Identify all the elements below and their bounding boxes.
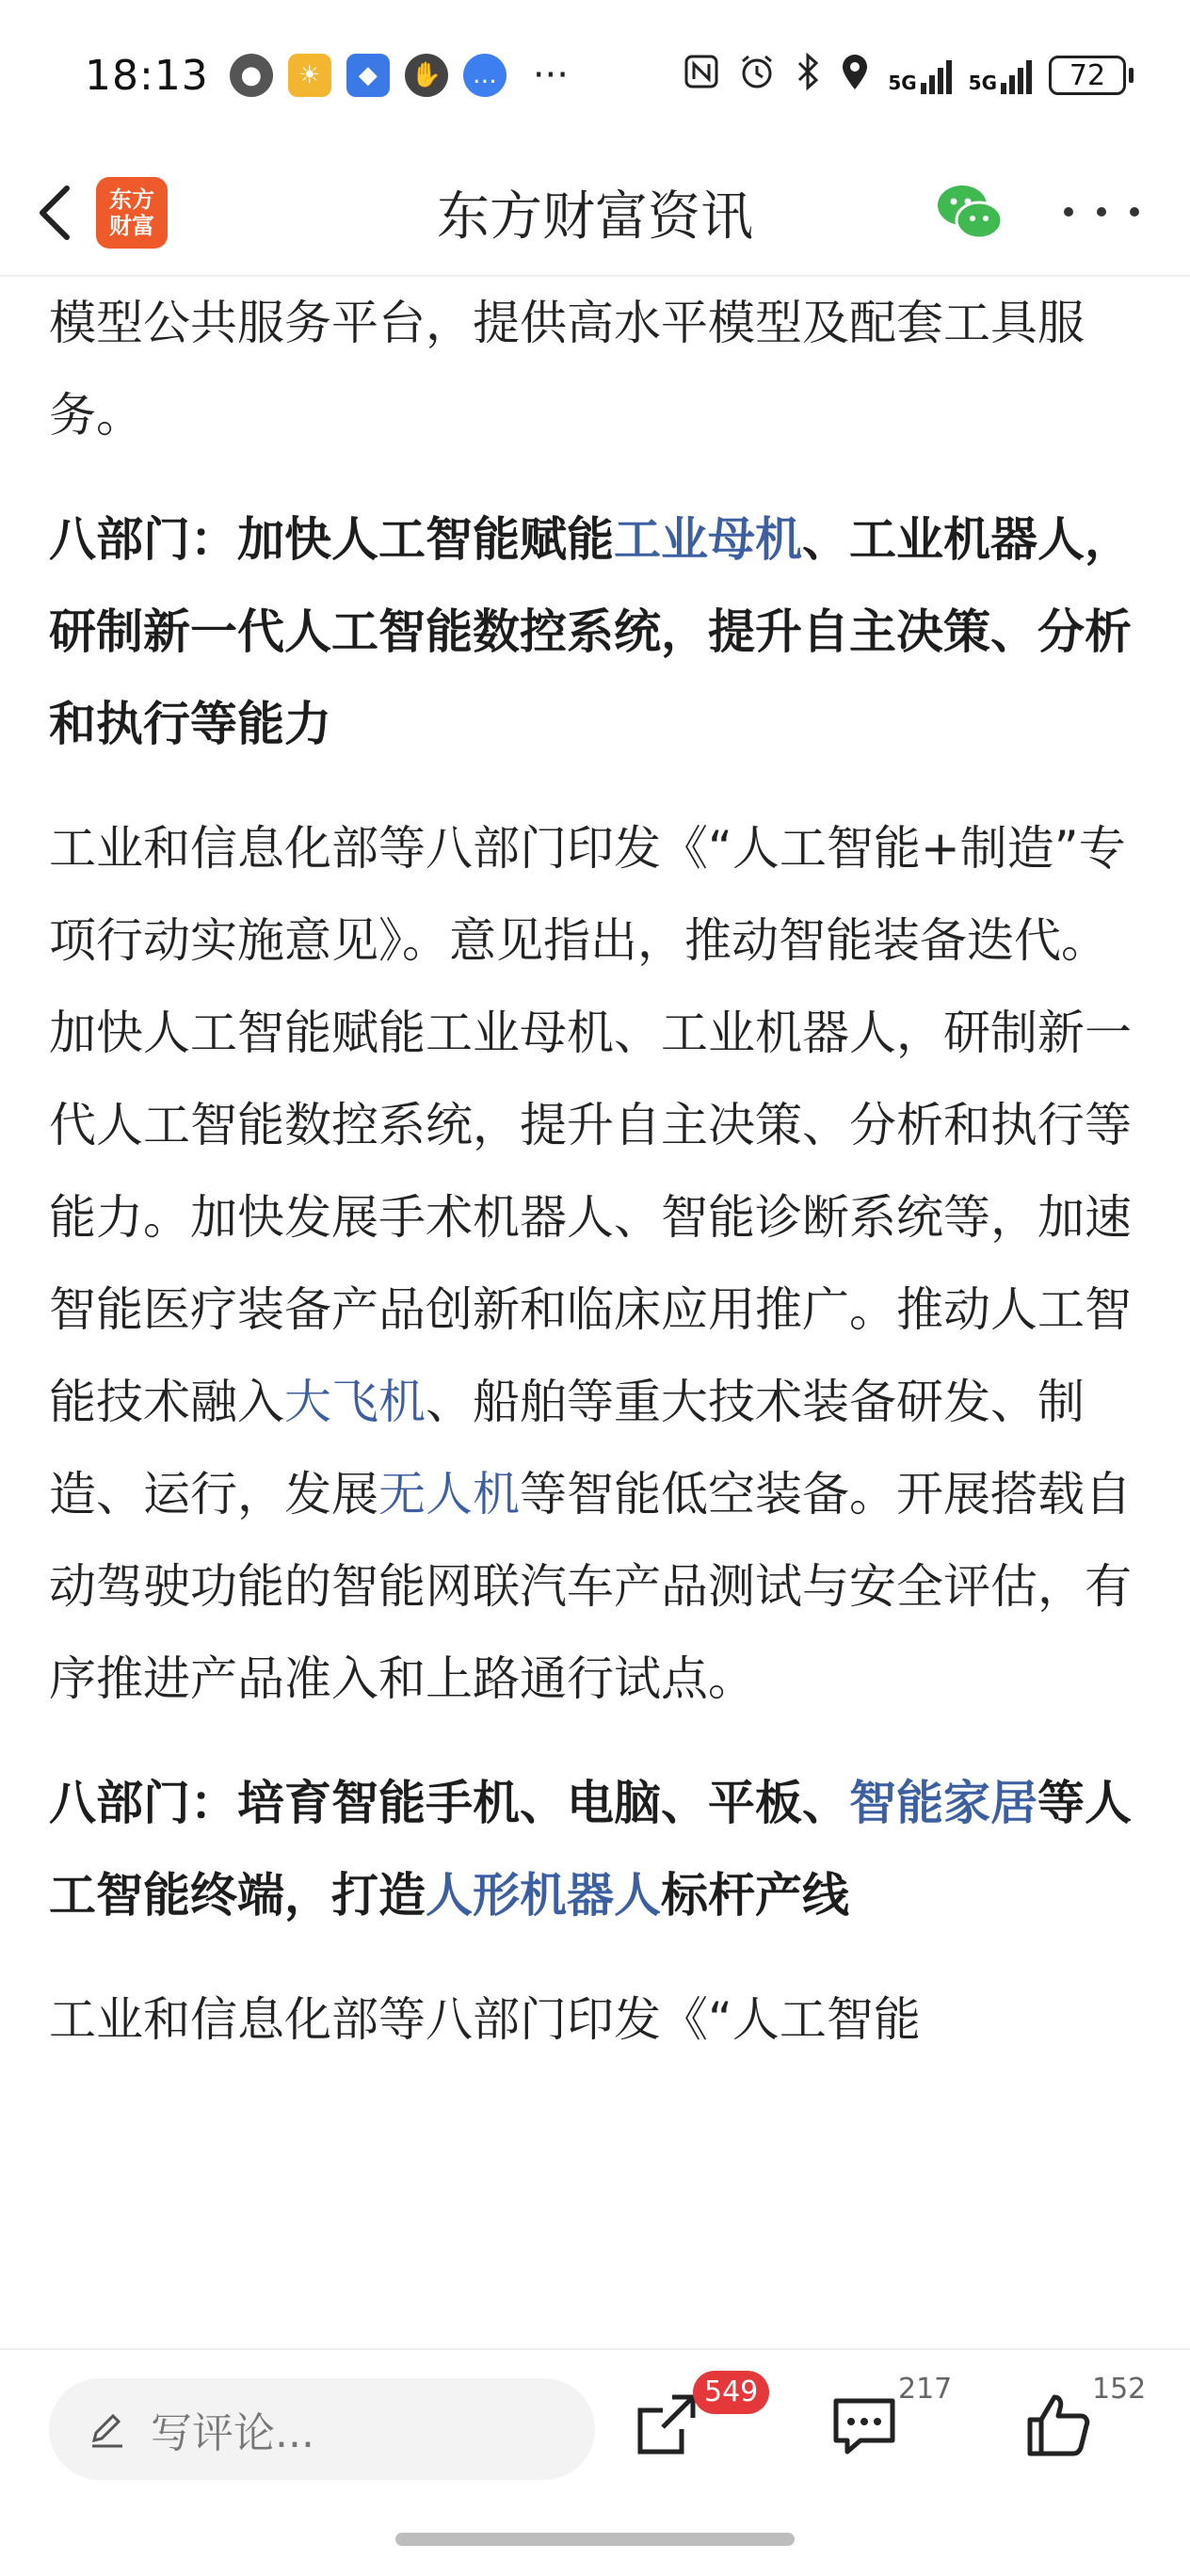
signal-bars-icon xyxy=(1001,56,1032,94)
stock-link[interactable]: 大飞机 xyxy=(284,1375,426,1429)
signal-2: 5G xyxy=(969,56,1032,94)
message-notification-icon: … xyxy=(463,54,507,97)
wechat-share-button[interactable] xyxy=(932,175,1007,250)
more-notifications-icon: ··· xyxy=(532,54,569,97)
weather-notification-icon: ☀ xyxy=(288,54,331,97)
wechat-icon xyxy=(932,175,1007,250)
alarm-icon xyxy=(737,52,777,99)
page-title: 东方财富资讯 xyxy=(437,186,753,248)
location-icon xyxy=(839,52,871,99)
wechat-notification-icon: ● xyxy=(230,54,273,97)
back-button[interactable] xyxy=(21,180,87,246)
paragraph-text: 工业和信息化部等八部门印发《“人工智能+制造”专项行动实施意见》。意见指出，推动智能装备迭代。加快人工智能赋能工业母机、工业机器人，研制新一代人工智能数控系统，提升自主决策、分析和执行等能力。加快发展手术机器人、智能诊断系统等，加速智能医疗装备产品创新和临床应用推广。推动人工智能技术融入 xyxy=(49,821,1132,1429)
security-notification-icon: ◆ xyxy=(346,54,390,97)
chevron-left-icon xyxy=(35,183,72,243)
more-button[interactable] xyxy=(1064,188,1139,235)
bluetooth-icon xyxy=(794,52,822,99)
stock-link[interactable]: 无人机 xyxy=(378,1467,520,1521)
stock-link[interactable]: 人形机器人 xyxy=(426,1868,661,1923)
article-heading xyxy=(49,493,1141,770)
status-bar xyxy=(0,0,1190,151)
comment-input[interactable] xyxy=(49,2378,595,2480)
article-paragraph: 工业和信息化部等八部门印发《“人工智能 xyxy=(49,1992,921,2047)
heading-text: 等人工智能终端，打造 xyxy=(49,1776,1132,1923)
battery-level: 72 xyxy=(1049,56,1126,95)
signal-bars-icon xyxy=(921,56,952,94)
comment-count: 217 xyxy=(898,2373,953,2406)
home-indicator[interactable] xyxy=(395,2533,795,2546)
top-nav xyxy=(0,151,1190,277)
more-dot xyxy=(1130,207,1139,217)
thumbs-up-icon xyxy=(1021,2388,1096,2463)
stock-link[interactable]: 智能家居 xyxy=(849,1776,1037,1830)
more-dot xyxy=(1064,207,1073,217)
pencil-icon xyxy=(87,2408,128,2450)
share-count-badge: 549 xyxy=(693,2371,769,2414)
article-body xyxy=(49,277,1141,2348)
share-button[interactable] xyxy=(629,2388,704,2463)
status-time: 18:13 xyxy=(85,51,209,100)
share-icon xyxy=(629,2388,704,2463)
system-status xyxy=(683,52,1134,99)
signal-1: 5G xyxy=(888,56,951,94)
article-paragraph xyxy=(49,802,1141,1725)
comment-icon xyxy=(827,2388,902,2463)
nfc-icon xyxy=(683,53,720,98)
gesture-notification-icon: ✋ xyxy=(405,54,448,97)
heading-text: 八部门：加快人工智能赋能 xyxy=(49,512,614,567)
more-dot xyxy=(1097,207,1106,217)
paragraph-text: 、船舶等重大技术装备研发、制造、运行，发展 xyxy=(49,1375,1085,1521)
like-count: 152 xyxy=(1092,2373,1147,2406)
comment-button[interactable] xyxy=(827,2388,902,2463)
battery-icon xyxy=(1049,56,1134,95)
paragraph-text: 等智能低空装备。开展搭载自动驾驶功能的智能网联汽车产品测试与安全评估，有序推进产品准入和上路通行试点。 xyxy=(49,1467,1132,1706)
bottom-action-bar xyxy=(0,2348,1190,2506)
article-paragraph: 模型公共服务平台，提供高水平模型及配套工具服务。 xyxy=(49,296,1085,443)
like-button[interactable] xyxy=(1021,2388,1096,2463)
article-heading xyxy=(49,1757,1141,1941)
stock-link[interactable]: 工业母机 xyxy=(614,512,802,567)
heading-text: 八部门：培育智能手机、电脑、平板、 xyxy=(49,1776,849,1830)
app-logo[interactable]: 东方 财富 xyxy=(96,177,168,249)
heading-text: 、工业机器人，研制新一代人工智能数控系统，提升自主决策、分析和执行等能力 xyxy=(49,512,1132,751)
heading-text: 标杆产线 xyxy=(661,1868,849,1923)
comment-placeholder: 写评论... xyxy=(151,2409,314,2457)
notification-icons xyxy=(230,54,569,97)
